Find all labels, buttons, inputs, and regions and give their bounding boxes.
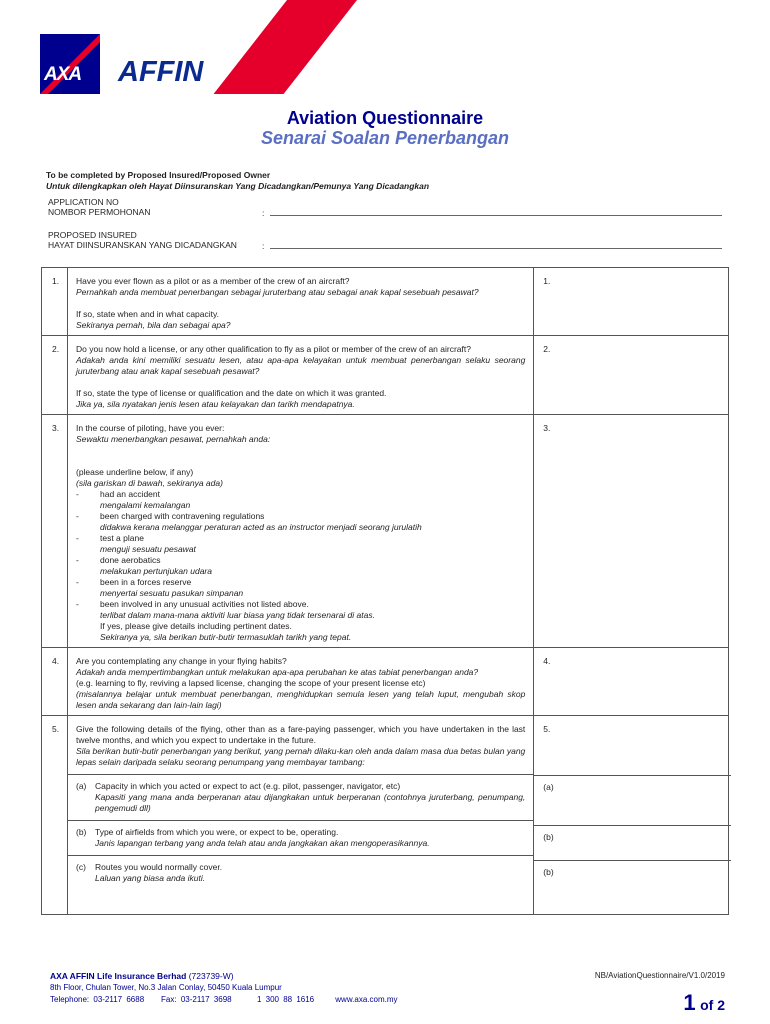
footer-address: 8th Floor, Chulan Tower, No.3 Jalan Conlay, 50450 Kuala Lumpur bbox=[50, 983, 282, 992]
example-text: (e.g. learning to fly, reviving a lapsed license, changing the scope of your present license etc) bbox=[75, 678, 426, 688]
follow-up-text-malay: Sekiranya pernah, bila dan sebagai apa? bbox=[75, 320, 231, 330]
list-item: - been charged with contravening regulations bbox=[75, 511, 265, 521]
question-text-malay: Sewaktu menerbangkan pesawat, pernahkah anda: bbox=[75, 434, 271, 444]
question-text-malay: Adakah anda mempertimbangkan untuk melakukan apa-apa perubahan ke atas tabiat penerbangan anda? bbox=[75, 667, 479, 677]
example-text-malay: (misalannya belajar untuk membuat penerbangan, menghidupkan semula lesen yang telah luput, mengubah skop lesen anda sekarang dan lain-lain lagi) bbox=[75, 689, 526, 710]
question-body bbox=[67, 648, 533, 716]
answer-cell-5a[interactable] bbox=[534, 775, 731, 819]
proposed-insured-label: PROPOSED INSURED bbox=[48, 230, 137, 240]
instruction-text: To be completed by Proposed Insured/Proposed Owner bbox=[46, 170, 271, 180]
question-text: Give the following details of the flying, other than as a fare-paying passenger, which you have undertaken in the last twelve months, and which you expect to undertake in the future. bbox=[75, 724, 526, 745]
follow-up-text-malay: Jika ya, sila nyatakan jenis lesen atau kelayakan dan tarikh mendapatnya. bbox=[75, 399, 355, 409]
question-text: Have you ever flown as a pilot or as a member of the crew of an aircraft? bbox=[75, 276, 350, 286]
list-item-malay: terlibat dalam mana-mana aktiviti luar biasa yang tidak tersenarai di atas. bbox=[99, 610, 375, 620]
sub-question-text: Type of airfields from which you were, or expect to be, operating. bbox=[94, 827, 339, 837]
question-number: 4. bbox=[42, 648, 68, 716]
sub-question-text-malay: Kapasiti yang mana anda berperanan atau dijangkakan untuk berperanan (contohnya juruterbang, penumpang, pengemudi dll) bbox=[94, 792, 526, 813]
answer-label: (b) bbox=[543, 867, 554, 877]
instruction-text-malay: Untuk dilengkapkan oleh Hayat Diinsuranskan Yang Dicadangkan/Pemunya Yang Dicadangkan bbox=[46, 181, 430, 191]
field-underline bbox=[270, 248, 722, 249]
list-item: - had an accident bbox=[75, 489, 161, 499]
list-item: - done aerobatics bbox=[75, 555, 161, 565]
field-colon: : bbox=[262, 208, 265, 218]
question-row-2 bbox=[42, 336, 729, 415]
question-text: Do you now hold a license, or any other qualification to fly as a pilot or member of the crew of an aircraft? bbox=[75, 344, 471, 354]
list-item: - test a plane bbox=[75, 533, 144, 543]
sub-question-text-malay: Laluan yang biasa anda ikuti. bbox=[94, 873, 206, 883]
telephone: Telephone: 03-2117 6688 bbox=[50, 995, 145, 1004]
bullet-dash: - bbox=[75, 599, 79, 609]
answer-label: 1. bbox=[543, 276, 551, 286]
axa-wordmark: AXA bbox=[44, 64, 82, 85]
application-no-field bbox=[48, 197, 722, 219]
sub-question-a bbox=[68, 774, 533, 814]
sub-question-c bbox=[68, 855, 533, 910]
total-pages: of 2 bbox=[700, 997, 725, 1013]
proposed-insured-label-malay: HAYAT DIINSURANSKAN YANG DICADANGKAN bbox=[48, 240, 237, 250]
answer-cell-4[interactable] bbox=[534, 648, 729, 716]
answer-label: (b) bbox=[543, 832, 554, 842]
list-item-malay: mengalami kemalangan bbox=[99, 500, 191, 510]
answer-cell-2[interactable] bbox=[534, 336, 729, 415]
answer-cell-5b[interactable] bbox=[534, 825, 731, 854]
field-underline bbox=[270, 215, 722, 216]
sub-letter: (a) bbox=[75, 781, 87, 791]
question-body bbox=[67, 415, 533, 648]
question-row-5 bbox=[42, 716, 729, 915]
fax: Fax: 03-2117 3698 bbox=[161, 995, 232, 1004]
company-name: AXA AFFIN Life Insurance Berhad bbox=[50, 971, 187, 981]
bullet-dash: - bbox=[75, 577, 79, 587]
question-text: In the course of piloting, have you ever: bbox=[75, 423, 225, 433]
footer-company bbox=[50, 971, 234, 981]
question-body bbox=[67, 336, 533, 415]
website-link[interactable]: www.axa.com.my bbox=[335, 995, 398, 1004]
axa-logo-icon bbox=[40, 34, 100, 94]
answer-label: 5. bbox=[543, 724, 551, 734]
follow-up-text: If so, state when and in what capacity. bbox=[75, 309, 219, 319]
current-page: 1 bbox=[683, 990, 696, 1015]
question-text-malay: Adakah anda kini memiliki sesuatu lesen, atau apa-apa kelayakan untuk membuat penerbangan selaku seorang juruterbang atau anak kapal sesebuah pesawat? bbox=[75, 355, 526, 376]
note-text: (please underline below, if any) bbox=[75, 467, 194, 477]
questionnaire-table bbox=[41, 267, 729, 915]
answer-cell-5 bbox=[534, 716, 729, 915]
question-row-3 bbox=[42, 415, 729, 648]
footer-contacts bbox=[50, 995, 398, 1004]
question-text: Are you contemplating any change in your flying habits? bbox=[75, 656, 287, 666]
application-no-label: APPLICATION NO bbox=[48, 197, 119, 207]
answer-label: 4. bbox=[543, 656, 551, 666]
question-number: 3. bbox=[42, 415, 68, 648]
page-title-malay: Senarai Soalan Penerbangan bbox=[260, 128, 510, 148]
question-body bbox=[67, 716, 533, 915]
answer-label: (a) bbox=[543, 782, 554, 792]
question-number: 1. bbox=[42, 268, 68, 336]
proposed-insured-field bbox=[48, 230, 722, 252]
document-reference: NB/AviationQuestionnaire/V1.0/2019 bbox=[594, 971, 725, 980]
answer-label: 2. bbox=[543, 344, 551, 354]
follow-up-text-malay: Sekiranya ya, sila berikan butir-butir termasuklah tarikh yang tepat. bbox=[99, 632, 352, 642]
question-number: 5. bbox=[42, 716, 68, 915]
answer-cell-5c[interactable] bbox=[534, 860, 731, 878]
sub-letter: (b) bbox=[75, 827, 87, 837]
bullet-dash: - bbox=[75, 533, 79, 543]
question-body bbox=[67, 268, 533, 336]
hotline: 1 300 88 1616 bbox=[256, 995, 315, 1004]
note-text-malay: (sila gariskan di bawah, sekiranya ada) bbox=[75, 478, 223, 488]
follow-up-text: If yes, please give details including pertinent dates. bbox=[99, 621, 292, 631]
follow-up-text: If so, state the type of license or qualification and the date on which it was granted. bbox=[75, 388, 387, 398]
question-text-malay: Pernahkah anda membuat penerbangan sebagai juruterbang atau sebagai anak kapal sesebuah pesawat? bbox=[75, 287, 479, 297]
list-item-malay: didakwa kerana melanggar peraturan acted as an instructor menjadi seorang jurulatih bbox=[99, 522, 422, 532]
application-no-label-malay: NOMBOR PERMOHONAN bbox=[48, 207, 151, 217]
page-number bbox=[683, 990, 725, 1016]
answer-cell-1[interactable] bbox=[534, 268, 729, 336]
list-item-malay: menguji sesuatu pesawat bbox=[99, 544, 196, 554]
field-colon: : bbox=[262, 241, 265, 251]
answer-label: 3. bbox=[543, 423, 551, 433]
bullet-dash: - bbox=[75, 489, 79, 499]
sub-question-b bbox=[68, 820, 533, 849]
sub-question-text: Routes you would normally cover. bbox=[94, 862, 223, 872]
list-item-malay: melakukan pertunjukan udara bbox=[99, 566, 212, 576]
answer-cell-3[interactable] bbox=[534, 415, 729, 648]
list-item: - been in a forces reserve bbox=[75, 577, 192, 587]
bullet-dash: - bbox=[75, 511, 79, 521]
sub-question-text-malay: Janis lapangan terbang yang anda telah atau anda jangkakan akan mengoperasikannya. bbox=[94, 838, 430, 848]
list-item: - been involved in any unusual activities not listed above. bbox=[75, 599, 309, 609]
sub-letter: (c) bbox=[75, 862, 86, 872]
affin-wordmark: AFFIN bbox=[118, 56, 204, 88]
question-row-1 bbox=[42, 268, 729, 336]
question-row-4 bbox=[42, 648, 729, 716]
sub-question-text: Capacity in which you acted or expect to act (e.g. pilot, passenger, navigator, etc) bbox=[94, 781, 401, 791]
question-text-malay: Sila berikan butir-butir penerbangan yang berikut, yang pernah dilaku-kan oleh anda dalam masa dua betas bulan yang lepas selain daripada selaku seorang penumpang yang membayar tambang: bbox=[75, 746, 526, 767]
list-item-malay: menyertai sesuatu pasukan simpanan bbox=[99, 588, 244, 598]
company-reg-no: (723739-W) bbox=[188, 971, 234, 981]
bullet-dash: - bbox=[75, 555, 79, 565]
page-title: Aviation Questionnaire bbox=[286, 108, 484, 128]
question-number: 2. bbox=[42, 336, 68, 415]
